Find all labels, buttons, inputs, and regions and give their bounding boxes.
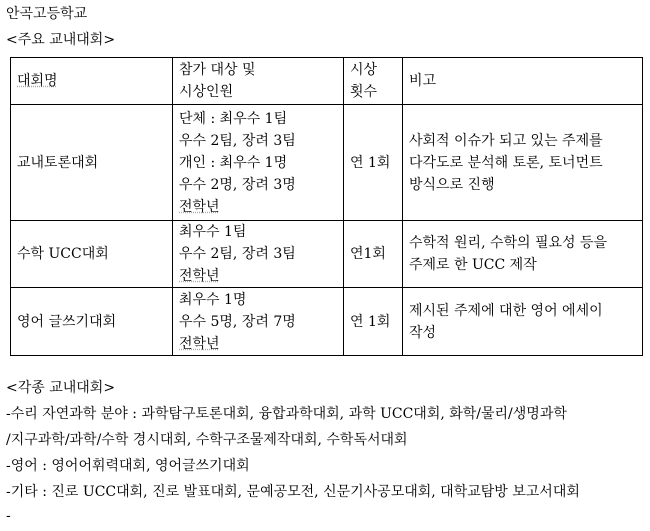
header-count: 시상 횟수 [344,58,403,105]
contest-count: 연 1회 [344,105,403,221]
contest-name: 영어 글쓰기대회 [11,288,173,356]
contest-note: 수학적 원리, 수학의 필요성 등을 주제로 한 UCC 제작 [403,221,643,288]
contest-name: 교내토론대회 [11,105,173,221]
table-row [11,221,643,288]
contest-name: 수학 UCC대회 [11,221,173,288]
other-contests-heading: <각종 교내대회> [6,380,116,396]
other-contests-line: -수리 자연과학 분야 : 과학탐구토론대회, 융합과학대회, 과학 UCC대회, 화학/물리/생명과학 [6,406,567,422]
header-target: 참가 대상 및 시상인원 [173,58,344,105]
main-contests-heading: <주요 교내대회> [6,32,116,48]
contest-count: 연 1회 [344,288,403,356]
contest-target: 단체 : 최우수 1팀 우수 2팀, 장려 3팀 개인 : 최우수 1명 우수 2명, 장려 3명 전학년 [173,105,344,221]
contest-target: 최우수 1팀 우수 2팀, 장려 3팀 전학년 [173,221,344,288]
table-header-row [11,58,643,105]
contest-target: 최우수 1명 우수 5명, 장려 7명 전학년 [173,288,344,356]
other-contests-line: - [6,508,11,524]
contest-count: 연1회 [344,221,403,288]
main-contests-table [10,57,643,356]
header-contest-name: 대회명 [11,58,173,105]
table-row [11,105,643,221]
table-row [11,288,643,356]
contest-note: 제시된 주제에 대한 영어 에세이 작성 [403,288,643,356]
contest-note: 사회적 이슈가 되고 있는 주제를 다각도로 분석해 토론, 토너먼트 방식으로 진행 [403,105,643,221]
school-name: 안곡고등학교 [6,6,88,22]
other-contests-line: -기타 : 진로 UCC대회, 진로 발표대회, 문예공모전, 신문기사공모대회, 대학교탐방 보고서대회 [6,484,580,500]
other-contests-line: /지구과학/과학/수학 경시대회, 수학구조물제작대회, 수학독서대회 [6,432,408,448]
header-note: 비고 [403,58,643,105]
other-contests-line: -영어 : 영어어휘력대회, 영어글쓰기대회 [6,458,250,474]
